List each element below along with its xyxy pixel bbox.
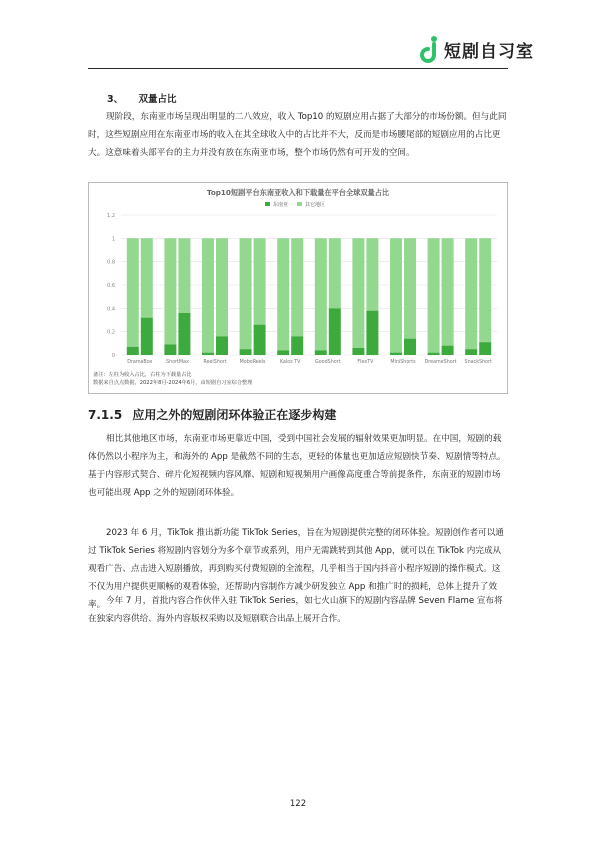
bar-other-regions: [465, 238, 477, 349]
bar-chart: [89, 183, 507, 393]
bar-southeast-asia: [315, 350, 327, 355]
bar-other-regions: [216, 238, 228, 336]
x-tick-label: DreameShort: [424, 360, 457, 365]
bar-other-regions: [240, 238, 252, 349]
y-tick-label: 0.6: [107, 283, 115, 289]
bar-other-regions: [254, 238, 266, 324]
x-tick-label: SnackShort: [464, 360, 492, 365]
bar-other-regions: [479, 238, 491, 342]
bar-southeast-asia: [366, 311, 378, 355]
bar-southeast-asia: [164, 345, 176, 356]
logo-text: 短剧自习室: [444, 41, 534, 62]
bar-other-regions: [291, 238, 303, 336]
header-rule: [88, 68, 508, 69]
chart-note-2: 数据来自点点数据，2022年8月-2024年6月，由短剧自习室综合整理: [93, 380, 253, 386]
bar-southeast-asia: [127, 347, 139, 355]
subsection-heading: [88, 406, 336, 423]
x-tick-label: ReelShort: [203, 360, 227, 365]
page-number: 122: [289, 799, 307, 809]
bar-other-regions: [329, 238, 341, 308]
bar-southeast-asia: [404, 339, 416, 355]
x-tick-label: Kalos TV: [279, 360, 301, 365]
bar-southeast-asia: [428, 353, 440, 355]
subsection-number: 7.1.5: [88, 408, 123, 422]
bar-other-regions: [202, 238, 214, 352]
bar-southeast-asia: [202, 353, 214, 355]
x-tick-label: DramaBox: [127, 360, 153, 365]
bar-other-regions: [277, 238, 289, 350]
bar-southeast-asia: [329, 308, 341, 355]
section-heading: [107, 91, 176, 105]
bar-other-regions: [164, 238, 176, 344]
bar-other-regions: [366, 238, 378, 310]
chart-title: Top10短剧平台东南亚收入和下载量在平台全球双量占比: [206, 188, 390, 197]
bar-southeast-asia: [390, 353, 402, 355]
logo-mark-icon: [420, 35, 440, 63]
bar-other-regions: [141, 238, 153, 317]
bar-southeast-asia: [442, 346, 454, 355]
y-tick-label: 1.2: [107, 213, 115, 219]
bar-southeast-asia: [277, 350, 289, 355]
subsection-title: 应用之外的短剧闭环体验正在逐步构建: [132, 408, 337, 422]
bar-southeast-asia: [141, 318, 153, 355]
x-tick-label: FlexTV: [357, 360, 374, 365]
y-tick-label: 1: [111, 236, 115, 243]
paragraph-3: 2023 年 6 月，TikTok 推出新功能 TikTok Series，旨在为短剧提供完整的闭环体验。短剧创作者可以通过 TikTok Series 将短剧内容划分为多个章节或系列，用户无需跳转到其他 App，就可以在 TikTok 内完成从观看广告、点击进入短剧播放，再到购买付费短剧的全流程，几乎相当于国内抖音小程序短剧的操作模式。这不仅为用户提供更顺畅的观看体验，还帮助内容制作方减少研发独立 App 和推广时的损耗，总体上提升了效率。: [88, 528, 504, 610]
bar-other-regions: [390, 238, 402, 352]
bar-southeast-asia: [352, 348, 364, 355]
paragraph-1: 现阶段，东南亚市场呈现出明显的二八效应，收入 Top10 的短剧应用占据了大部分的市场份额。但与此同时，这些短剧应用在东南亚市场的收入在其全球收入中的占比并不大，反而是市场腰尾部的短剧应用的占比更大。这意味着头部平台的主力并没有放在东南亚市场，整个市场仍然有可开发的空间。: [88, 112, 507, 158]
legend-label-southeast-asia: 东南亚: [273, 202, 289, 208]
y-tick-label: 0.8: [107, 259, 115, 266]
bar-southeast-asia: [465, 349, 477, 355]
bar-southeast-asia: [216, 336, 228, 355]
x-tick-label: ShortMax: [166, 360, 189, 365]
bar-southeast-asia: [291, 336, 303, 355]
brand-logo: [420, 34, 534, 64]
x-tick-label: MiniShorts: [390, 360, 416, 365]
bar-southeast-asia: [254, 325, 266, 355]
x-tick-label: MoboReels: [239, 360, 266, 365]
bar-other-regions: [442, 238, 454, 345]
bar-other-regions: [178, 238, 190, 313]
legend-swatch-other-regions: [297, 202, 302, 206]
paragraph-4: 今年 7 月，首批内容合作伙伴入驻 TikTok Series，如七火山旗下的短剧内容品牌 Seven Flame 宣布将在独家内容供给、海外内容版权采购以及短剧联合出品上展开合作。: [88, 596, 503, 624]
legend-swatch-southeast-asia: [265, 202, 270, 206]
section-title: 双量占比: [138, 94, 177, 105]
y-tick-label: 0.2: [107, 329, 115, 336]
y-tick-label: 0: [111, 353, 115, 359]
legend-label-other-regions: 其它地区: [305, 202, 326, 208]
section-number: 3、: [107, 94, 124, 105]
bar-other-regions: [352, 238, 364, 348]
y-tick-label: 0.4: [107, 306, 115, 313]
paragraph-2: 相比其他地区市场，东南亚市场更靠近中国，受到中国社会发展的辐射效果更加明显。在中国，短剧的载体仍然以小程序为主，和海外的 App 是截然不同的生态，更轻的体量也更加适应短剧快节奏、短剧情等特点。基于内容形式契合、碎片化短视频内容风靡、短剧和短视频用户画像高度重合等前提条件，东南亚的短剧市场也可能出现 App 之外的短剧闭环体验。: [88, 434, 506, 498]
x-tick-label: GoodShort: [315, 360, 341, 365]
bar-other-regions: [404, 238, 416, 338]
chart-note-1: 备注：左柱为收入占比，右柱为下载量占比: [93, 372, 192, 378]
bar-southeast-asia: [240, 349, 252, 355]
bar-other-regions: [127, 238, 139, 346]
bar-southeast-asia: [479, 342, 491, 355]
bar-other-regions: [428, 238, 440, 352]
bar-southeast-asia: [178, 313, 190, 355]
chart-container: [88, 182, 508, 394]
bar-other-regions: [315, 238, 327, 350]
